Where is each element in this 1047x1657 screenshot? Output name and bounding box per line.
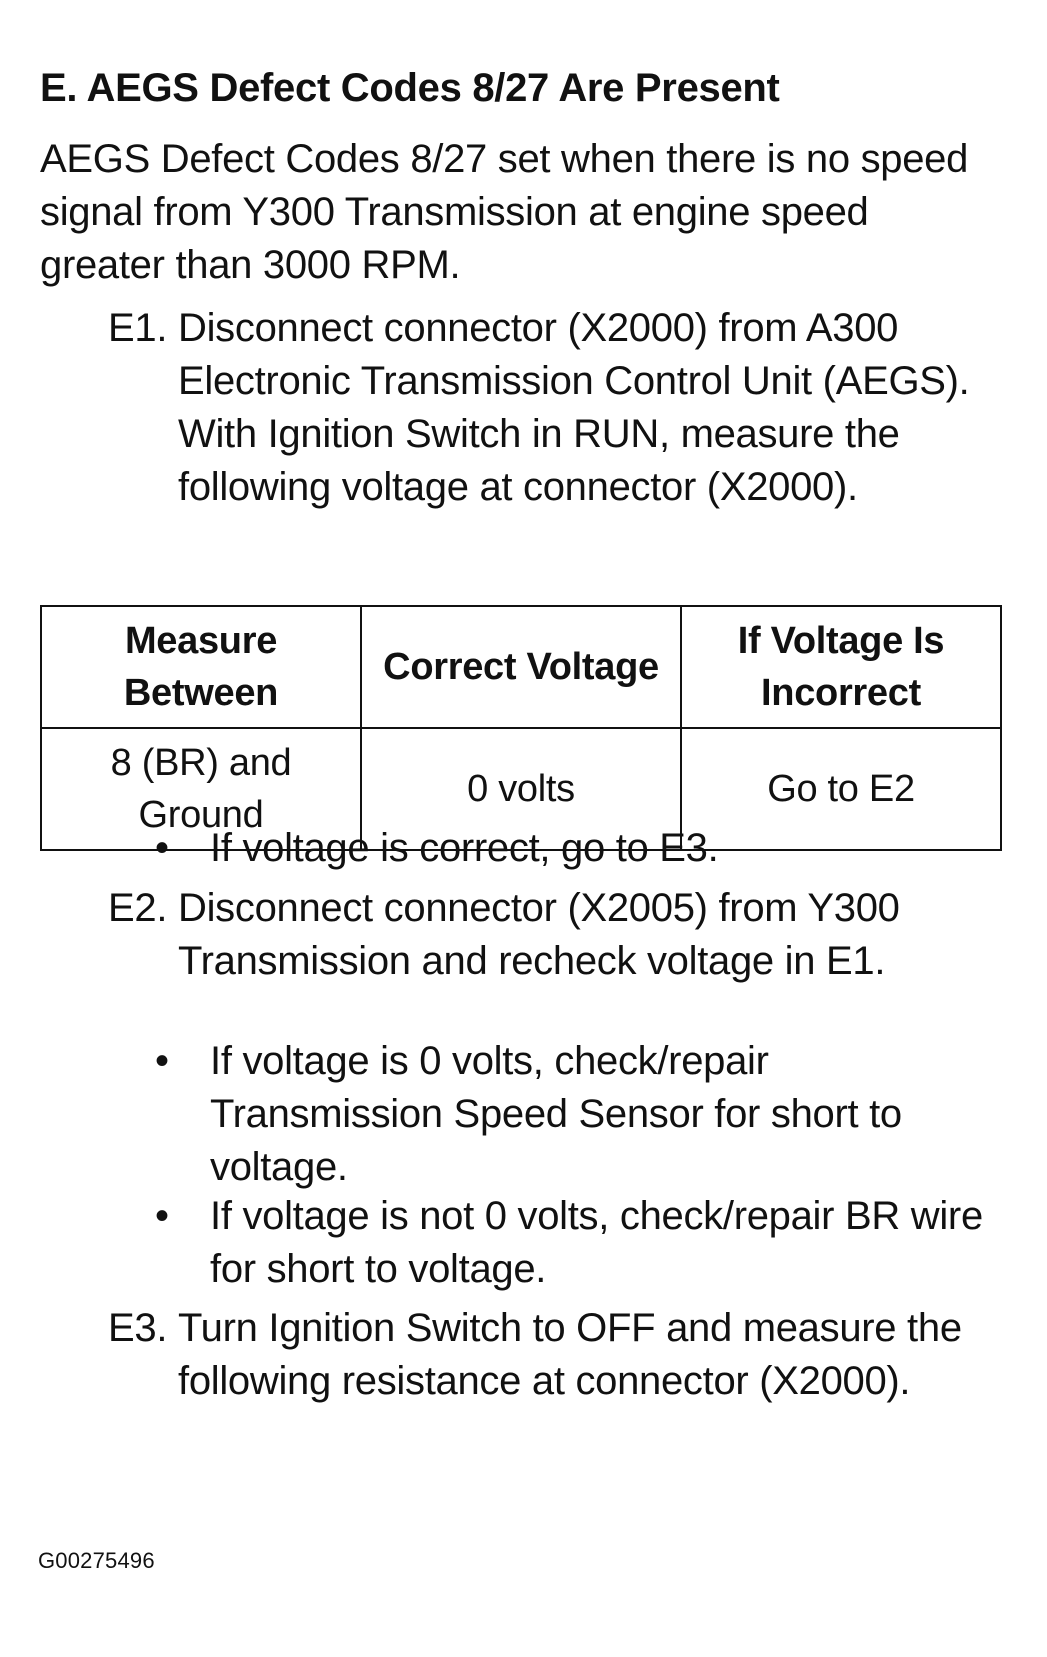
bullet-text: If voltage is not 0 volts, check/repair BR wire for short to voltage.	[210, 1194, 983, 1291]
bullet-dot: •	[155, 1039, 169, 1083]
header-correct-voltage: Correct Voltage	[361, 606, 681, 728]
bullet-text: If voltage is correct, go to E3.	[210, 826, 719, 870]
step-text: Disconnect connector (X2000) from A300 Electronic Transmission Control Unit (AEGS). With Ignition Switch in RUN, measure the following voltage at connector (X2000).	[178, 306, 970, 509]
bullet-text: If voltage is 0 volts, check/repair Transmission Speed Sensor for short to voltage.	[210, 1039, 902, 1189]
cell-correct-voltage: 0 volts	[361, 728, 681, 850]
step-number: E1.	[108, 306, 168, 350]
intro-paragraph: AEGS Defect Codes 8/27 set when there is no speed signal from Y300 Transmission at engine speed greater than 3000 RPM.	[40, 137, 969, 287]
bullet-e2-second	[155, 1190, 1005, 1296]
step-e1	[108, 302, 1008, 514]
step-e3	[108, 1302, 1008, 1408]
step-text: Disconnect connector (X2005) from Y300 Transmission and recheck voltage in E1.	[178, 886, 900, 983]
bullet-after-table	[155, 822, 1005, 875]
cell-if-incorrect: Go to E2	[681, 728, 1001, 850]
step-number: E2.	[108, 886, 168, 930]
bullet-e2-first	[155, 1035, 1005, 1194]
section-heading: E. AEGS Defect Codes 8/27 Are Present	[40, 66, 780, 110]
measurement-table	[40, 605, 1002, 851]
step-e2	[108, 882, 1008, 988]
step-text: Turn Ignition Switch to OFF and measure the following resistance at connector (X2000).	[178, 1306, 962, 1403]
step-number: E3.	[108, 1306, 168, 1350]
cell-measure-between: 8 (BR) and Ground	[41, 728, 361, 850]
bullet-dot: •	[155, 1194, 169, 1238]
header-measure-between: Measure Between	[41, 606, 361, 728]
bullet-dot: •	[155, 826, 169, 870]
header-if-incorrect: If Voltage Is Incorrect	[681, 606, 1001, 728]
figure-id: G00275496	[38, 1548, 155, 1573]
table-header-row	[41, 606, 1001, 728]
